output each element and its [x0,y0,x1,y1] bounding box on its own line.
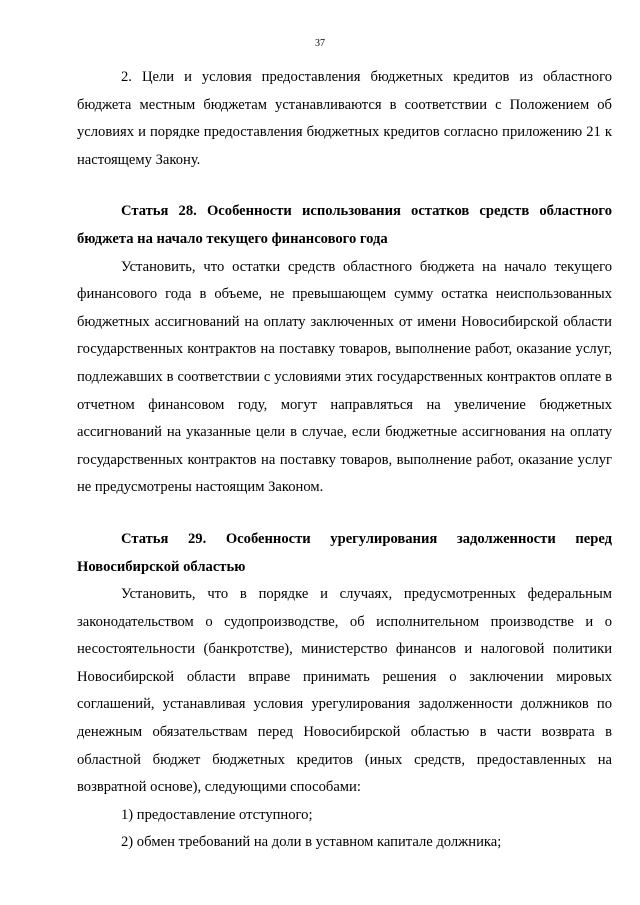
page-content [77,64,612,857]
list-item: 2) обмен требований на доли в уставном капитале должника; [121,834,502,851]
article-28-body: Установить, что остатки средств областного бюджета на начало текущего финансового года в объеме, не превышающем сумму остатка неиспользованных бюджетных ассигнований на оплату заключенных от имени Новосибирской области государственных контрактов на поставку товаров, выполнение работ, оказание услуг, подлежавших в соответствии с условиями этих государственных контрактов оплате в отчетном финансовом году, могут направляться на увеличение бюджетных ассигнований на указанные цели в случае, если бюджетные ассигнования на оплату государственных контрактов на поставку товаров, выполнение работ, оказание услуг не предусмотрены настоящим Законом. [77,258,612,496]
article-28-heading: Статья 28. Особенности использования остатков средств областного бюджета на начало текущего финансового года [77,203,612,247]
article-29-heading: Статья 29. Особенности урегулирования задолженности перед Новосибирской областью [77,530,612,575]
article-29-body: Установить, что в порядке и случаях, предусмотренных федеральным законодательством о судопроизводстве, об исполнительном производстве и о несостоятельности (банкротстве), министерство финансов и налоговой политики Новосибирской области вправе принимать решения о заключении мировых соглашений, устанавливая условия урегулирования задолженности должников по денежным обязательствам перед Новосибирской областью в части возврата в областной бюджет бюджетных кредитов (иных средств, предоставленных на возвратной основе), следующими способами: [77,586,612,796]
list-item: 1) предоставление отступного; [121,806,313,823]
intro-paragraph: 2. Цели и условия предоставления бюджетных кредитов из областного бюджета местным бюджетам устанавливаются в соответствии с Положением об условиях и порядке предоставления бюджетных кредитов согласно приложению 21 к настоящему Закону. [77,69,612,168]
section-spacer [77,174,612,198]
page-number: 37 [315,38,325,49]
section-spacer [77,502,612,526]
